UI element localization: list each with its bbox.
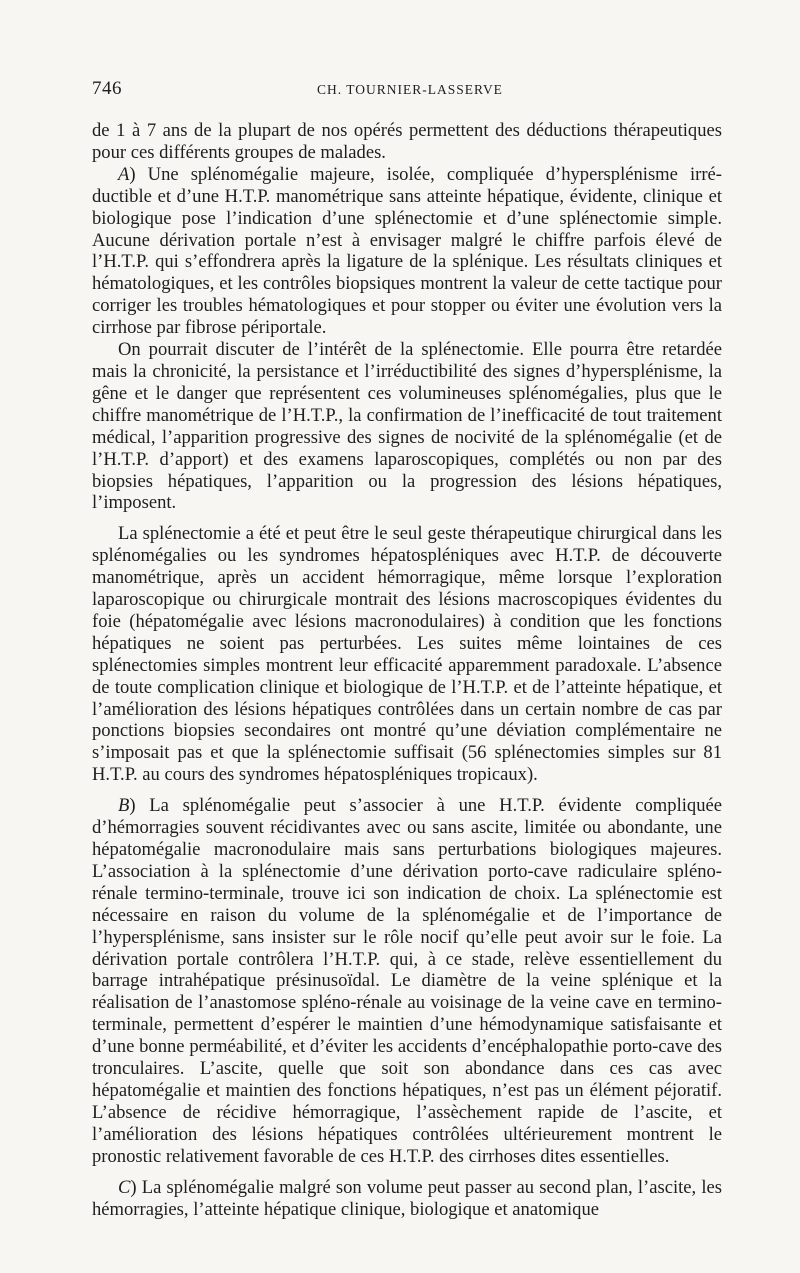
paragraph-section-c-text: ) La splénomégalie malgré son volume peut passer au second plan, l’ascite, les hémorragies, l’atteinte hépatique clinique, biologique et anatomique — [92, 1176, 722, 1220]
section-letter-b: B — [118, 795, 130, 817]
running-head: CH. TOURNIER-LASSERVE — [317, 82, 503, 97]
body-text — [92, 120, 722, 1220]
section-letter-a: A — [118, 163, 130, 185]
paragraph-section-a-text: ) Une splénomégalie majeure, isolée, compliquée d’hypersplénisme irréductible et d’une H.T.P. manométrique sans atteinte hépatique, évidente, clinique et biologique pose l’indication d’une splénectomie et d’une splénectomie simple. Aucune dérivation portale n’est à envisager malgré le chiffre parfois élevé de l’H.T.P. qui s’effondrera après la ligature de la splénique. Les résultats cliniques et hématologiques, et les contrôles biopsiques montrent la valeur de cette tactique pour corriger les troubles hématologiques et pour stopper ou éviter une évolution vers la cirrhose par fibrose périportale. — [92, 163, 722, 339]
paragraph-section-b-text: ) La splénomégalie peut s’associer à une H.T.P. évidente compliquée d’hémorragies souvent récidivantes avec ou sans ascite, limitée ou abondante, une hépatomégalie macronodulaire mais sans perturbations biologiques majeures. L’association à la splénectomie d’une dérivation porto-cave radiculaire spléno-rénale termino-terminale, trouve ici son indication de choix. La splénectomie est nécessaire en raison du volume de la splénomégalie et de l’importance de l’hypersplénisme, sans insister sur le rôle nocif qu’elle peut avoir sur le foie. La dérivation portale contrôlera l’H.T.P. qui, à ce stade, relève essentiellement du barrage intrahépatique présinusoïdal. Le diamètre de la veine splénique et la réalisation de l’anastomose spléno-rénale au voisinage de la veine cave en termino-terminale, permettent d’espérer le maintien d’une hémodynamique satisfaisante et d’une bonne perméabilité, et d’éviter les accidents d’encéphalopathie porto-cave des tronculaires. L’ascite, quelle que soit son abondance dans ces cas avec hépatomégalie et maintien des fonctions hépatiques, n’est pas un élément péjoratif. L’absence de récidive hémorragique, l’assèchement rapide de l’ascite, et l’amélioration des lésions hépatiques contrôlées ultérieurement montrent le pronostic relativement favorable de ces H.T.P. des cirrhoses dites essentielles. — [92, 795, 722, 1167]
paragraph-section-b — [92, 795, 722, 1167]
paragraph-section-c — [92, 1177, 722, 1221]
paragraph-continuation: de 1 à 7 ans de la plupart de nos opérés permettent des déductions thérapeutiques pour ces différents groupes de malades. — [92, 120, 722, 163]
page-header — [92, 78, 722, 102]
paragraph-section-a — [92, 164, 722, 339]
paragraph-splenectomy-discussion: On pourrait discuter de l’intérêt de la splénectomie. Elle pourra être retardée mais la chronicité, la persistance et l’irréductibilité des signes d’hypersplénisme, la gêne et le danger que représentent ces volumineuses splénomégalies, plus que le chiffre manométrique de l’H.T.P., la confirmation de l’inefficacité de tout traitement médical, l’apparition progressive des signes de nocivité de la splénomégalie (et de l’H.T.P. d’apport) et des examens laparoscopiques, complétés ou non par des biopsies hépatiques, l’apparition ou la progression des lésions hépatiques, l’imposent. — [92, 339, 722, 514]
section-letter-c: C — [118, 1176, 131, 1198]
paragraph-splenectomy-sole-gesture: La splénectomie a été et peut être le seul geste thérapeutique chirurgical dans les splénomégalies ou les syndromes hépatospléniques avec H.T.P. de découverte manométrique, après un accident hémorragique, même lorsque l’exploration laparoscopique ou chirurgicale montrait des lésions macroscopiques évidentes du foie (hépatomégalie avec lésions macronodulaires) à condition que les fonctions hépatiques ne soient pas perturbées. Les suites même lointaines de ces splénectomies simples montrent leur efficacité apparemment paradoxale. L’absence de toute complication clinique et biologique de l’H.T.P. et de l’atteinte hépatique, et l’amélioration des lésions hépatiques contrôlées dans un certain nombre de cas par ponctions biopsies secondaires ont montré qu’une déviation complémentaire ne s’imposait pas et que la splénectomie suffisait (56 splénectomies simples sur 81 H.T.P. au cours des syndromes hépatospléniques tropicaux). — [92, 523, 722, 786]
page-number: 746 — [92, 78, 122, 99]
